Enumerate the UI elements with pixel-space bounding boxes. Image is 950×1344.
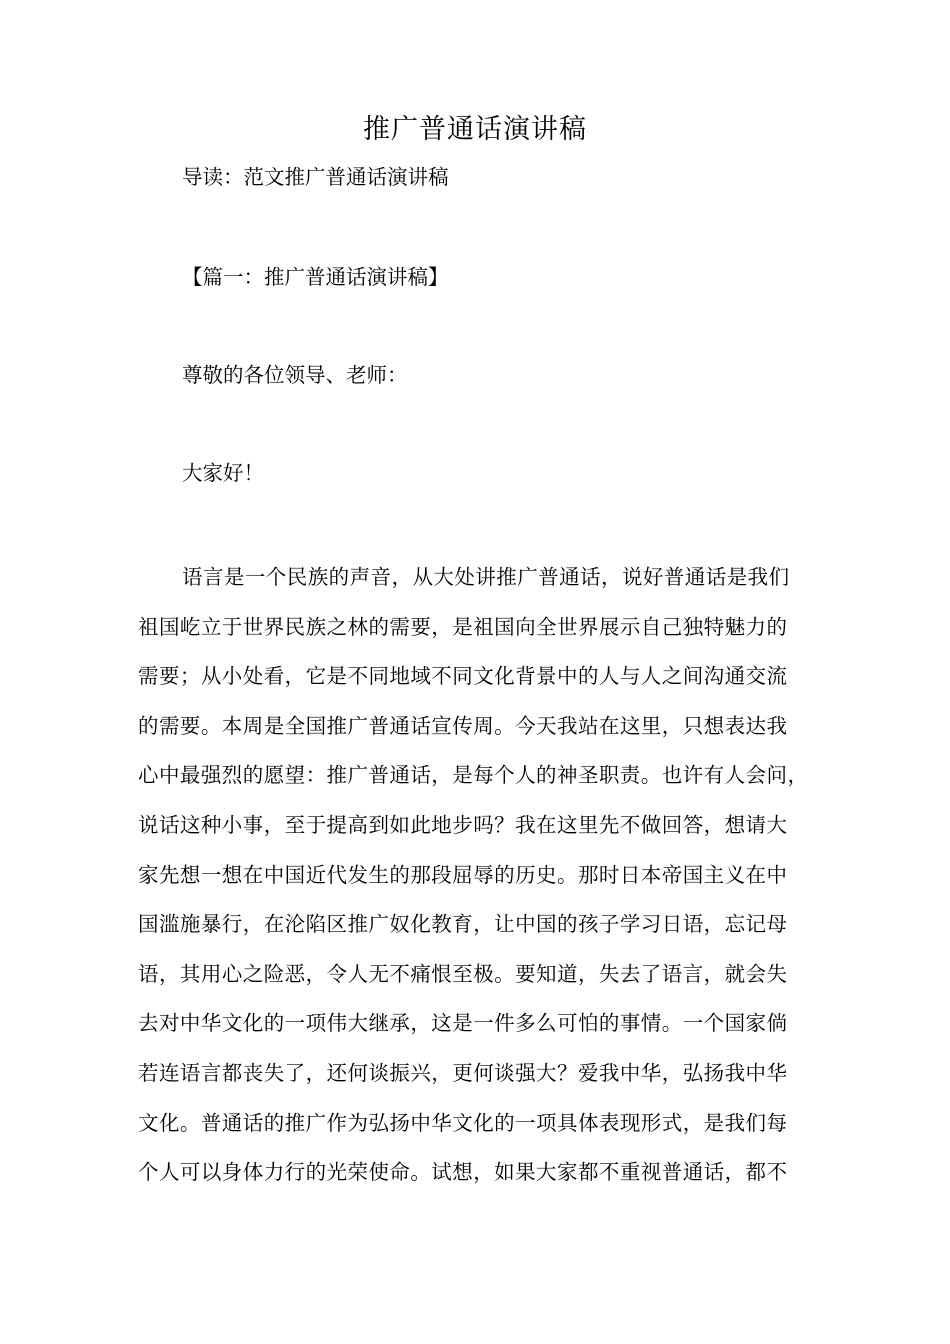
body-line: 个人可以身体力行的光荣使命。试想，如果大家都不重视普通话，都不 bbox=[138, 1160, 788, 1185]
section-heading: 【篇一：推广普通话演讲稿】 bbox=[182, 265, 449, 289]
body-line: 语，其用心之险恶，令人无不痛恨至极。要知道，失去了语言，就会失 bbox=[138, 961, 788, 986]
body-line: 去对中华文化的一项伟大继承，这是一件多么可怕的事情。一个国家倘 bbox=[138, 1011, 788, 1036]
body-line: 家先想一想在中国近代发生的那段屈辱的历史。那时日本帝国主义在中 bbox=[138, 862, 788, 887]
body-line: 的需要。本周是全国推广普通话宣传周。今天我站在这里，只想表达我 bbox=[138, 713, 788, 738]
body-line: 心中最强烈的愿望：推广普通话，是每个人的神圣职责。也许有人会问， bbox=[138, 763, 809, 788]
body-line: 若连语言都丧失了，还何谈振兴，更何谈强大？爱我中华，弘扬我中华 bbox=[138, 1060, 788, 1085]
body-line: 文化。普通话的推广作为弘扬中华文化的一项具体表现形式，是我们每 bbox=[138, 1110, 788, 1135]
greeting-line: 大家好！ bbox=[182, 461, 264, 485]
body-line: 需要；从小处看，它是不同地域不同文化背景中的人与人之间沟通交流 bbox=[138, 664, 788, 689]
body-line: 国滥施暴行，在沦陷区推广奴化教育，让中国的孩子学习日语，忘记母 bbox=[138, 912, 788, 937]
body-line: 说话这种小事，至于提高到如此地步吗？我在这里先不做回答，想请大 bbox=[138, 812, 788, 837]
document-title: 推广普通话演讲稿 bbox=[363, 114, 587, 145]
body-paragraph bbox=[138, 553, 818, 1198]
body-line: 语言是一个民族的声音，从大处讲推广普通话，说好普通话是我们 bbox=[182, 565, 790, 589]
body-line: 祖国屹立于世界民族之林的需要，是祖国向全世界展示自己独特魅力的 bbox=[138, 614, 788, 639]
salutation-line: 尊敬的各位领导、老师： bbox=[182, 363, 408, 387]
intro-line: 导读：范文推广普通话演讲稿 bbox=[182, 165, 449, 189]
